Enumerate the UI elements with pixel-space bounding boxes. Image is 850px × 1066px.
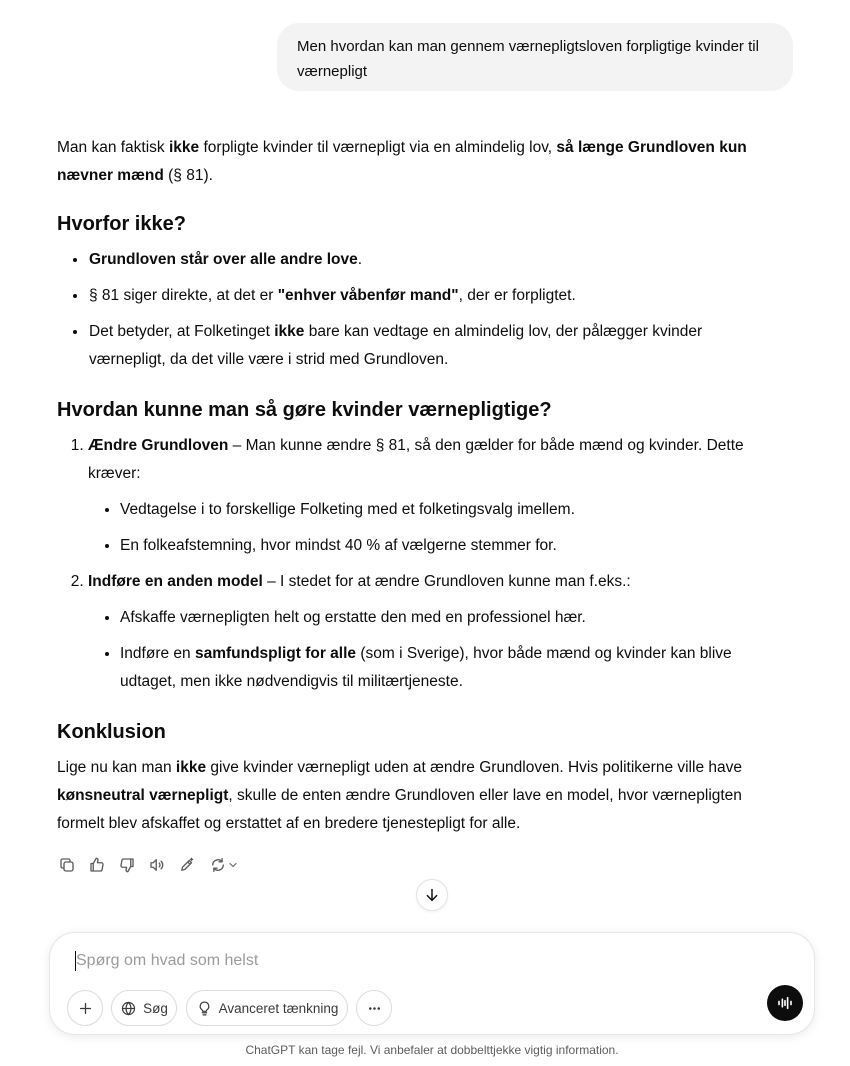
search-button-label: Søg xyxy=(143,1000,168,1016)
globe-icon xyxy=(120,1000,137,1017)
list-item: • § 81 siger direkte, at det er "enhver våbenfør mand", der er forpligtet. xyxy=(88,282,777,310)
heading-conclusion: Konklusion xyxy=(57,721,166,743)
list-item: • Det betyder, at Folketinget ikke bare kan vedtage en almindelig lov, der pålægger kvinder værnepligt, da det ville være i strid med Grundloven. xyxy=(88,318,777,374)
list-item: • Indføre en samfundspligt for alle (som i Sverige), hvor både mænd og kvinder kan blive udtaget, men ikke nødvendigvis til militærtjeneste. xyxy=(120,640,777,696)
text-caret xyxy=(75,951,76,971)
list-item: • Afskaffe værnepligten helt og erstatte den med en professionel hær. xyxy=(120,604,777,632)
more-tools-button[interactable] xyxy=(356,990,392,1026)
scroll-to-bottom-button[interactable] xyxy=(416,879,448,911)
chevron-down-icon xyxy=(227,859,239,871)
prompt-input[interactable] xyxy=(76,949,726,973)
regenerate-icon xyxy=(209,856,227,874)
thumbs-down-button[interactable] xyxy=(115,853,139,877)
message-actions xyxy=(55,853,243,877)
list-item: 1. Ændre Grundloven – Man kunne ændre § 81, så den gælder for både mænd og kvinder. Dette kræver: • Vedtagelse i to forskellige Folketing med et folketingsvalg imellem. • En folkeafstemning, hvor mindst 40 % af vælgerne stemmer for. xyxy=(88,432,777,560)
list-item: • En folkeafstemning, hvor mindst 40 % af vælgerne stemmer for. xyxy=(120,532,777,560)
search-button[interactable] xyxy=(111,990,177,1026)
read-aloud-button[interactable] xyxy=(145,853,169,877)
voice-waveform-icon xyxy=(776,994,794,1012)
thumbs-down-icon xyxy=(118,856,136,874)
copy-button[interactable] xyxy=(55,853,79,877)
message-composer xyxy=(49,932,815,1035)
attach-button[interactable] xyxy=(67,990,103,1026)
user-message-bubble xyxy=(277,23,793,91)
lightbulb-icon xyxy=(196,1000,213,1017)
sub-list xyxy=(88,604,777,696)
list-item: • Grundloven står over alle andre love. xyxy=(88,246,777,274)
more-dots-icon xyxy=(366,1000,383,1017)
edit-canvas-button[interactable] xyxy=(175,853,199,877)
copy-icon xyxy=(58,856,76,874)
thumbs-up-icon xyxy=(88,856,106,874)
arrow-down-icon xyxy=(424,887,440,903)
reasoning-button[interactable] xyxy=(186,990,348,1026)
heading-how: Hvordan kunne man så gøre kvinder værnepligtige? xyxy=(57,399,552,421)
list-item: • Vedtagelse i to forskellige Folketing med et folketingsvalg imellem. xyxy=(120,496,777,524)
voice-mode-button[interactable] xyxy=(767,985,803,1021)
heading-why-not: Hvorfor ikke? xyxy=(57,213,186,235)
answer-intro: Man kan faktisk ikke forpligte kvinder til værnepligt via en almindelig lov, så længe Grundloven kun nævner mænd (§ 81). xyxy=(57,139,747,184)
regenerate-button[interactable] xyxy=(205,853,243,877)
list-item: 2. Indføre en anden model – I stedet for at ændre Grundloven kunne man f.eks.: • Afskaffe værnepligten helt og erstatte den med en professionel hær. • Indføre en samfundspligt for alle (som i Sverige), hvor både mænd og kvinder kan blive udtaget, men ikke nødvendigvis til militærtjeneste. xyxy=(88,568,777,696)
plus-icon xyxy=(77,1000,94,1017)
thumbs-up-button[interactable] xyxy=(85,853,109,877)
assistant-answer xyxy=(57,134,777,838)
edit-canvas-icon xyxy=(178,856,196,874)
how-list xyxy=(57,432,777,696)
read-aloud-icon xyxy=(148,856,166,874)
disclaimer-text: ChatGPT kan tage fejl. Vi anbefaler at dobbelttjekke vigtig information. xyxy=(245,1043,619,1057)
conclusion-text: Lige nu kan man ikke give kvinder værnepligt uden at ændre Grundloven. Hvis politikerne ville have kønsneutral værnepligt, skulle de enten ændre Grundloven eller lave en model, hvor værnepligten formelt blev afskaffet og erstattet af en bredere tjenestepligt for alle. xyxy=(57,759,742,832)
user-message-text: Men hvordan kan man gennem værnepligtsloven forpligtige kvinder til værnepligt xyxy=(297,38,759,80)
sub-list xyxy=(88,496,777,560)
why-list xyxy=(57,246,777,374)
reasoning-button-label: Avanceret tænkning xyxy=(218,1000,339,1016)
